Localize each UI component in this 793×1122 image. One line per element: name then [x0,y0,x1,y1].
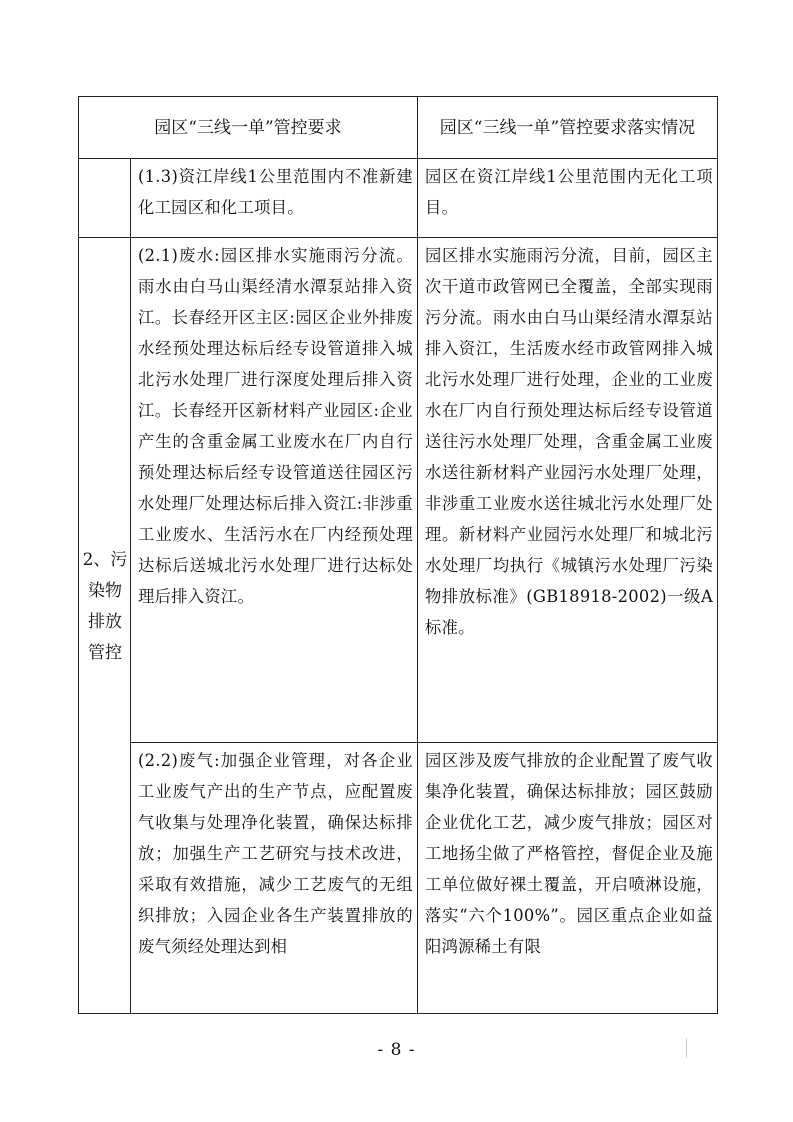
section-2-label: 2、污染物排放管控 [82,550,128,663]
implementation-2-2: 园区涉及废气排放的企业配置了废气收集净化装置，确保达标排放；园区鼓励企业优化工艺，减少废气排放；园区对工地扬尘做了严格管控，督促企业及施工单位做好裸土覆盖，开启喷淋设施，落实“六个100%”。园区重点企业如益阳鸿源稀土有限 [425,751,713,956]
margin-mark [686,1038,687,1058]
page-number: - 8 - [377,1040,416,1060]
table-border-left [78,96,79,1014]
header-requirement: 园区“三线一单”管控要求 [154,118,342,138]
table-border-right [717,96,718,1014]
row-divider-header [78,158,718,159]
table-border-top [78,96,718,97]
header-implementation: 园区“三线一单”管控要求落实情况 [439,118,696,138]
implementation-1-3: 园区在资江岸线1公里范围内无化工项目。 [425,167,713,217]
requirement-2-2: (2.2)废气:加强企业管理，对各企业工业废气产出的生产节点，应配置废气收集与处理净化装置，确保达标排放；加强生产工艺研究与技术改进，采取有效措施，减少工艺废气的无组织排放；入园企业各生产装置排放的废气须经处理达到相 [138,751,413,956]
row-divider-item [130,742,718,743]
table-border-bottom [78,1013,718,1014]
pollution-control-table [78,96,718,1014]
requirement-2-1: (2.1)废水:园区排水实施雨污分流。雨水由白马山渠经清水潭泵站排入资江。长春经开区主区:园区企业外排废水经预处理达标后经专设管道排入城北污水处理厂进行深度处理后排入资江。长春经开区新材料产业园区:企业产生的含重金属工业废水在厂内自行预处理达标后经专设管道送往园区污水处理厂处理达标后排入资江:非涉重工业废水、生活污水在厂内经预处理达标后送城北污水处理厂进行达标处理后排入资江。 [138,246,413,606]
implementation-2-1: 园区排水实施雨污分流，目前，园区主次干道市政管网已全覆盖，全部实现雨污分流。雨水由白马山渠经清水潭泵站排入资江，生活废水经市政管网排入城北污水处理厂进行处理，企业的工业废水在厂内自行预处理达标后经专设管道送往污水处理厂处理，含重金属工业废水送往新材料产业园污水处理厂处理，非涉重工业废水送往城北污水处理厂处理。新材料产业园污水处理厂和城北污水处理厂均执行《城镇污水处理厂污染物排放标准》(GB18918-2002)一级A标准。 [425,246,713,637]
requirement-1-3: (1.3)资江岸线1公里范围内不准新建化工园区和化工项目。 [138,167,413,217]
row-divider-section [78,237,718,238]
